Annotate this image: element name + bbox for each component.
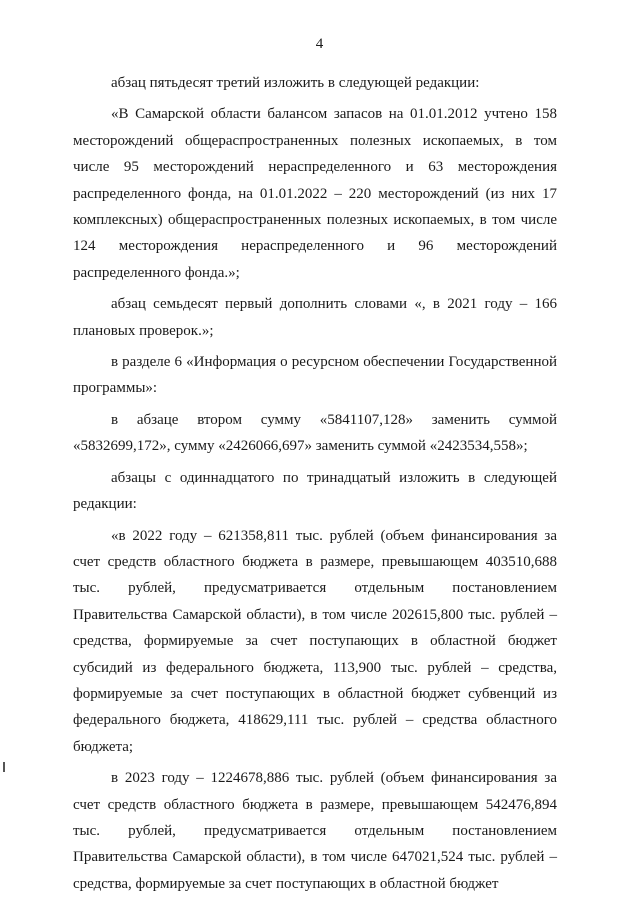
paragraph-3: абзац семьдесят первый дополнить словами «, в 2021 году – 166 плановых проверок.»; — [73, 296, 557, 339]
paragraph-7: «в 2022 году – 621358,811 тыс. рублей (объем финансирования за счет средств областного бюджета в размере, превышающем 403510,688 тыс. рублей, предусматривается отдельным постановлением Правительства Самарской области), в том числе 202615,800 тыс. рублей – средства, формируемые за счет поступающих в областной бюджет субсидий из федерального бюджета, 113,900 тыс. рублей – средства, формируемые за счет поступающих в областной бюджет субвенций из федерального бюджета, 418629,111 тыс. рублей – средства областного бюджета; — [73, 527, 557, 755]
paragraph-2: «В Самарской области балансом запасов на 01.01.2012 учтено 158 месторождений общераспространенных полезных ископаемых, в том числе 95 месторождений нераспределенного и 63 месторождения распределенного фонда, на 01.01.2022 – 220 месторождений (из них 17 комплексных) общераспространенных полезных ископаемых, в том числе 124 месторождения нераспределенного и 96 месторождений распределенного фонда.»; — [73, 106, 557, 281]
paragraph-4: в разделе 6 «Информация о ресурсном обеспечении Государственной программы»: — [73, 354, 557, 397]
paragraph-1: абзац пятьдесят третий изложить в следующей редакции: — [111, 75, 480, 91]
scan-artifact — [3, 762, 5, 772]
paragraph-8: в 2023 году – 1224678,886 тыс. рублей (объем финансирования за счет средств областного бюджета в размере, превышающем 542476,894 тыс. рублей, предусматривается отдельным постановлением Правительства Самарской области), в том числе 647021,524 тыс. рублей – средства, формируемые за счет поступающих в областной бюджет — [73, 770, 557, 892]
document-body — [73, 70, 557, 902]
page-number: 4 — [315, 36, 324, 52]
paragraph-5: в абзаце втором сумму «5841107,128» заменить суммой «5832699,172», сумму «2426066,697» заменить суммой «2423534,558»; — [73, 411, 557, 455]
paragraph-6: абзацы с одиннадцатого по тринадцатый изложить в следующей редакции: — [73, 469, 557, 513]
